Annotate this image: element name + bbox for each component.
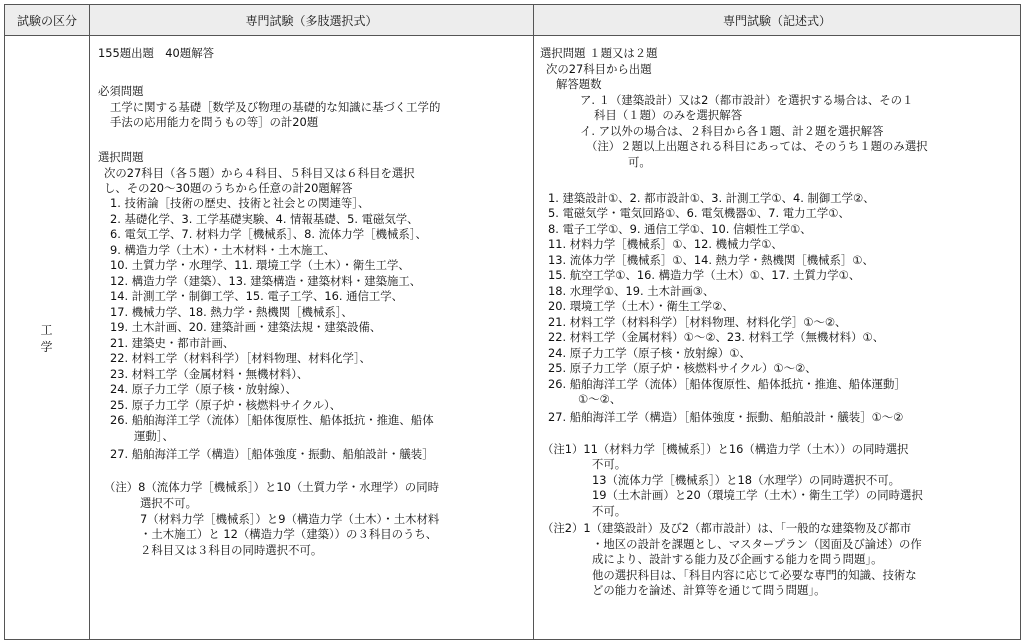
essay-rule-line: 科目（１題）のみを選択解答	[594, 108, 743, 122]
header-essay: 専門試験（記述式）	[534, 5, 1021, 36]
essay-note-line: ・地区の設計を課題とし、マスタープラン（図面及び論述）の作	[592, 537, 922, 551]
essay-subject-line: 22. 材料工学（金属材料）①～②、23. 材料工学（無機材料）①、	[548, 330, 885, 344]
mc-subject-line: 25. 原子力工学（原子炉・核燃料サイクル）、	[110, 398, 342, 412]
essay-rule-line: （注）２題以上出題される科目にあっては、そのうち１題のみ選択	[586, 139, 928, 153]
mc-selection-heading: 選択問題	[98, 150, 144, 164]
essay-subject-line: 15. 航空工学①、16. 構造力学（土木）①、17. 土質力学①、	[548, 268, 861, 282]
mc-subject-line: 運動］、	[134, 429, 174, 443]
essay-intro-line: 次の27科目から出題	[546, 62, 652, 76]
mc-note-line: 選択不可。	[140, 496, 197, 510]
header-row	[5, 5, 1021, 36]
mc-intro: 155題出題 40題解答	[98, 46, 214, 60]
mc-subject-line: 19. 土木計画、20. 建築計画・建築法規・建築設備、	[110, 320, 382, 334]
mc-subject-line: 1. 技術論［技術の歴史、技術と社会との関連等］、	[110, 196, 370, 210]
mc-selection-line: し、その20～30題のうちから任意の計20題解答	[104, 181, 353, 195]
essay-cell	[534, 36, 1021, 640]
mc-subject-line: 22. 材料工学（材料科学）［材料物理、材料化学］、	[110, 351, 371, 365]
mc-note-line: （注）8（流体力学［機械系］）と10（土質力学・水理学）の同時	[104, 480, 439, 494]
mc-subject-line: 2. 基礎化学、3. 工学基礎実験、4. 情報基礎、5. 電磁気学、	[110, 212, 419, 226]
header-multiple-choice: 専門試験（多肢選択式）	[90, 5, 534, 36]
essay-intro-line: 解答題数	[556, 77, 602, 91]
mc-required-line: 手法の応用能力を問うもの等］の計20題	[110, 115, 319, 129]
essay-subject-line: 24. 原子力工学（原子核・放射線）①、	[548, 346, 751, 360]
mc-subject-line: 12. 構造力学（建築）、13. 建築構造・建築材料・建築施工、	[110, 274, 422, 288]
mc-subject-line: 24. 原子力工学（原子核・放射線）、	[110, 382, 297, 396]
engineering-row	[5, 36, 1021, 640]
mc-subject-line: 23. 材料工学（金属材料・無機材料）、	[110, 367, 309, 381]
essay-subject-line: 11. 材料力学［機械系］①、12. 機械力学①、	[548, 237, 783, 251]
essay-note-line: （注1）11（材料力学［機械系］）と16（構造力学（土木））の同時選択	[542, 442, 909, 456]
essay-note-line: 19（土木計画）と20（環境工学（土木）・衛生工学）の同時選択	[592, 488, 923, 502]
essay-subject-line: 26. 船舶海洋工学（流体）［船体復原性、船体抵抗・推進、船体運動］	[548, 377, 906, 391]
mc-subject-line: 27. 船舶海洋工学（構造）［船体強度・振動、船舶設計・艤装］	[110, 447, 434, 461]
essay-subject-line: 8. 電子工学①、9. 通信工学①、10. 信頼性工学①、	[548, 222, 812, 236]
mc-subject-line: 9. 構造力学（土木）・土木材料・土木施工、	[110, 243, 336, 257]
essay-subject-line: 20. 環境工学（土木）・衛生工学②、	[548, 299, 734, 313]
essay-note-line: 成により、設計する能力及び企画する能力を問う問題」。	[592, 552, 883, 566]
mc-subject-line: 17. 機械力学、18. 熱力学・熱機関［機械系］、	[110, 305, 353, 319]
header-category: 試験の区分	[5, 5, 90, 36]
mc-subject-line: 10. 土質力学・水理学、11. 環境工学（土木）・衛生工学、	[110, 258, 410, 272]
mc-subject-line: 6. 電気工学、7. 材料力学［機械系］、8. 流体力学［機械系］、	[110, 227, 427, 241]
essay-note-line: 他の選択科目は、「科目内容に応じて必要な専門的知識、技術な	[592, 568, 917, 582]
mc-subject-line: 14. 計測工学・制御工学、15. 電子工学、16. 通信工学、	[110, 289, 404, 303]
exam-table	[4, 4, 1021, 640]
mc-selection-line: 次の27科目（各５題）から４科目、５科目又は６科目を選択	[104, 166, 415, 180]
essay-subject-line: 25. 原子力工学（原子炉・核燃料サイクル）①～②、	[548, 361, 817, 375]
mc-note-line: ２科目又は３科目の同時選択不可。	[140, 543, 323, 557]
essay-subject-line: 21. 材料工学（材料科学）［材料物理、材料化学］①～②、	[548, 315, 847, 329]
essay-note-line: 13（流体力学［機械系］）と18（水理学）の同時選択不可。	[592, 473, 901, 487]
essay-rule-line: 可。	[628, 155, 651, 169]
essay-subject-line: 5. 電磁気学・電気回路①、6. 電気機器①、7. 電力工学①、	[548, 206, 850, 220]
essay-note-line: 不可。	[592, 504, 627, 518]
essay-subject-line: 27. 船舶海洋工学（構造）［船体強度・振動、船舶設計・艤装］①～②	[548, 410, 904, 424]
essay-subject-line: 13. 流体力学［機械系］①、14. 熱力学・熱機関［機械系］①、	[548, 253, 874, 267]
essay-rule-line: イ. ア以外の場合は、２科目から各１題、計２題を選択解答	[580, 124, 884, 138]
essay-subject-line: ①～②、	[578, 392, 622, 406]
essay-subject-line: 18. 水理学①、19. 土木計画③、	[548, 284, 715, 298]
multiple-choice-cell	[90, 36, 534, 640]
essay-note-line: 不可。	[592, 457, 627, 471]
essay-note-line: どの能力を論述、計算等を通じて問う問題」。	[592, 583, 826, 597]
mc-subject-line: 26. 船舶海洋工学（流体）［船体復原性、船体抵抗・推進、船体	[110, 413, 434, 427]
essay-intro-line: 選択問題 １題又は２題	[540, 46, 658, 60]
mc-subject-line: 21. 建築史・都市計画、	[110, 336, 235, 350]
category-cell: 工 学	[5, 36, 90, 640]
essay-subject-line: 1. 建築設計①、2. 都市設計①、3. 計測工学①、4. 制御工学②、	[548, 191, 875, 205]
mc-required-line: 工学に関する基礎［数学及び物理の基礎的な知識に基づく工学的	[110, 100, 441, 114]
mc-note-line: ・土木施工）と 12（構造力学（建築））の３科目のうち、	[140, 527, 438, 541]
essay-rule-line: ア. １（建築設計）又は2（都市設計）を選択する場合は、その１	[580, 93, 914, 107]
mc-note-line: 7（材料力学［機械系］）と9（構造力学（土木）・土木材料	[140, 512, 440, 526]
mc-required-heading: 必須問題	[98, 84, 144, 98]
essay-note-line: （注2）1（建築設計）及び2（都市設計）は、「一般的な建築物及び都市	[542, 521, 912, 535]
